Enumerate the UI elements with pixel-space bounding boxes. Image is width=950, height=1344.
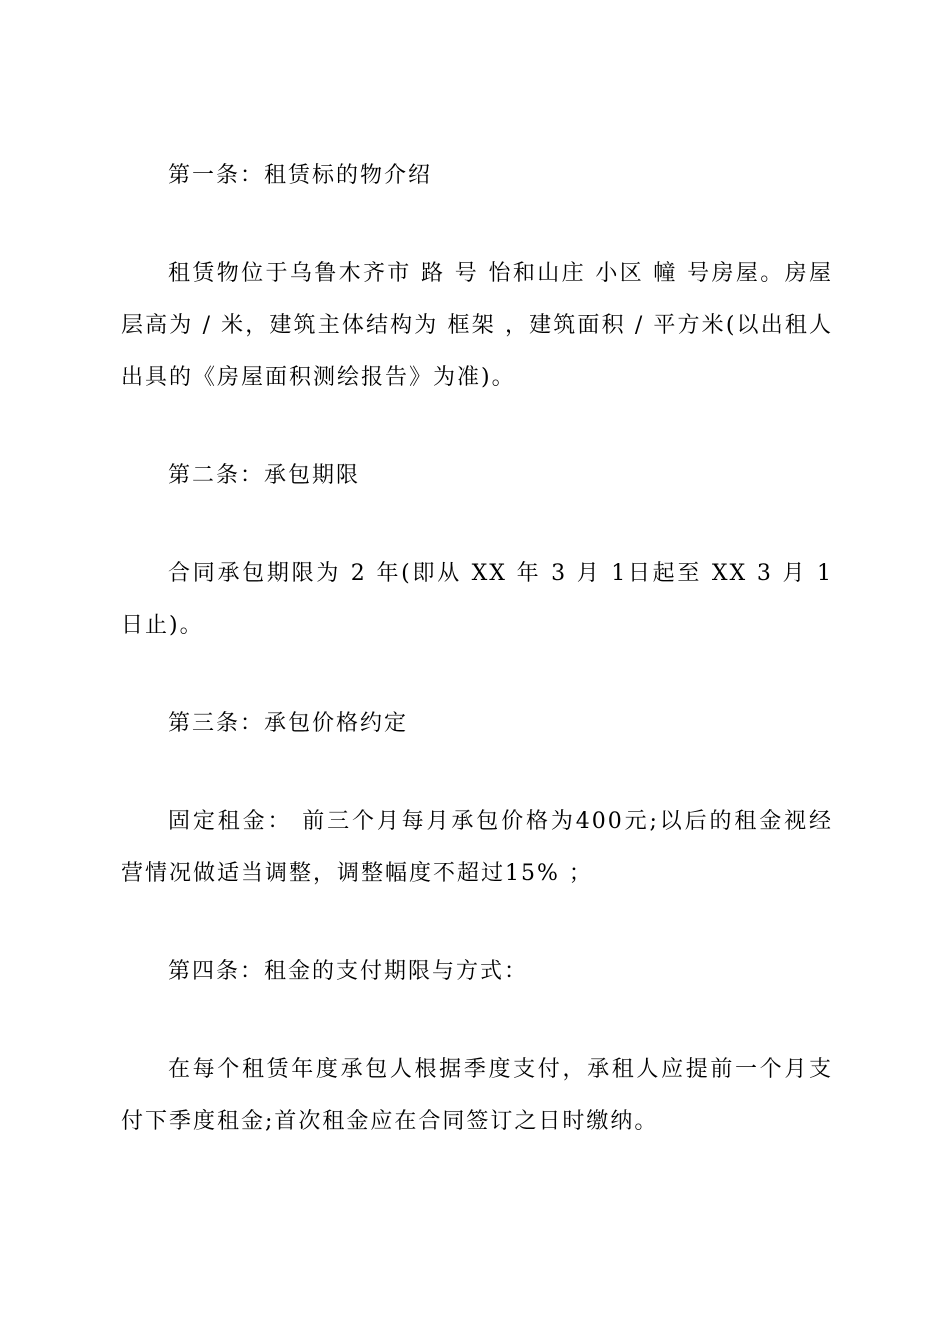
section-3-heading: 第三条：承包价格约定 [168,711,409,736]
section-4-body: 在每个租赁年度承包人根据季度支付，承租人应提前一个月支付下季度租金;首次租金应在合同签订之日时缴纳。 [121,1057,833,1134]
section-4-heading: 第四条：租金的支付期限与方式： [168,959,529,984]
section-3-body: 固定租金： 前三个月每月承包价格为400元;以后的租金视经营情况做适当调整，调整幅度不超过15% ； [121,809,833,886]
section-2-heading: 第二条：承包期限 [168,463,361,488]
document-body [121,150,833,1148]
section-2-body: 合同承包期限为 2 年(即从 XX 年 3 月 1日起至 XX 3 月 1日止)。 [121,561,833,638]
section-1-heading: 第一条：租赁标的物介绍 [168,163,433,188]
section-1-body: 租赁物位于乌鲁木齐市 路 号 怡和山庄 小区 幢 号房屋。房屋层高为 / 米，建筑主体结构为 框架 ，建筑面积 / 平方米(以出租人出具的《房屋面积测绘报告》为准)。 [121,261,833,390]
